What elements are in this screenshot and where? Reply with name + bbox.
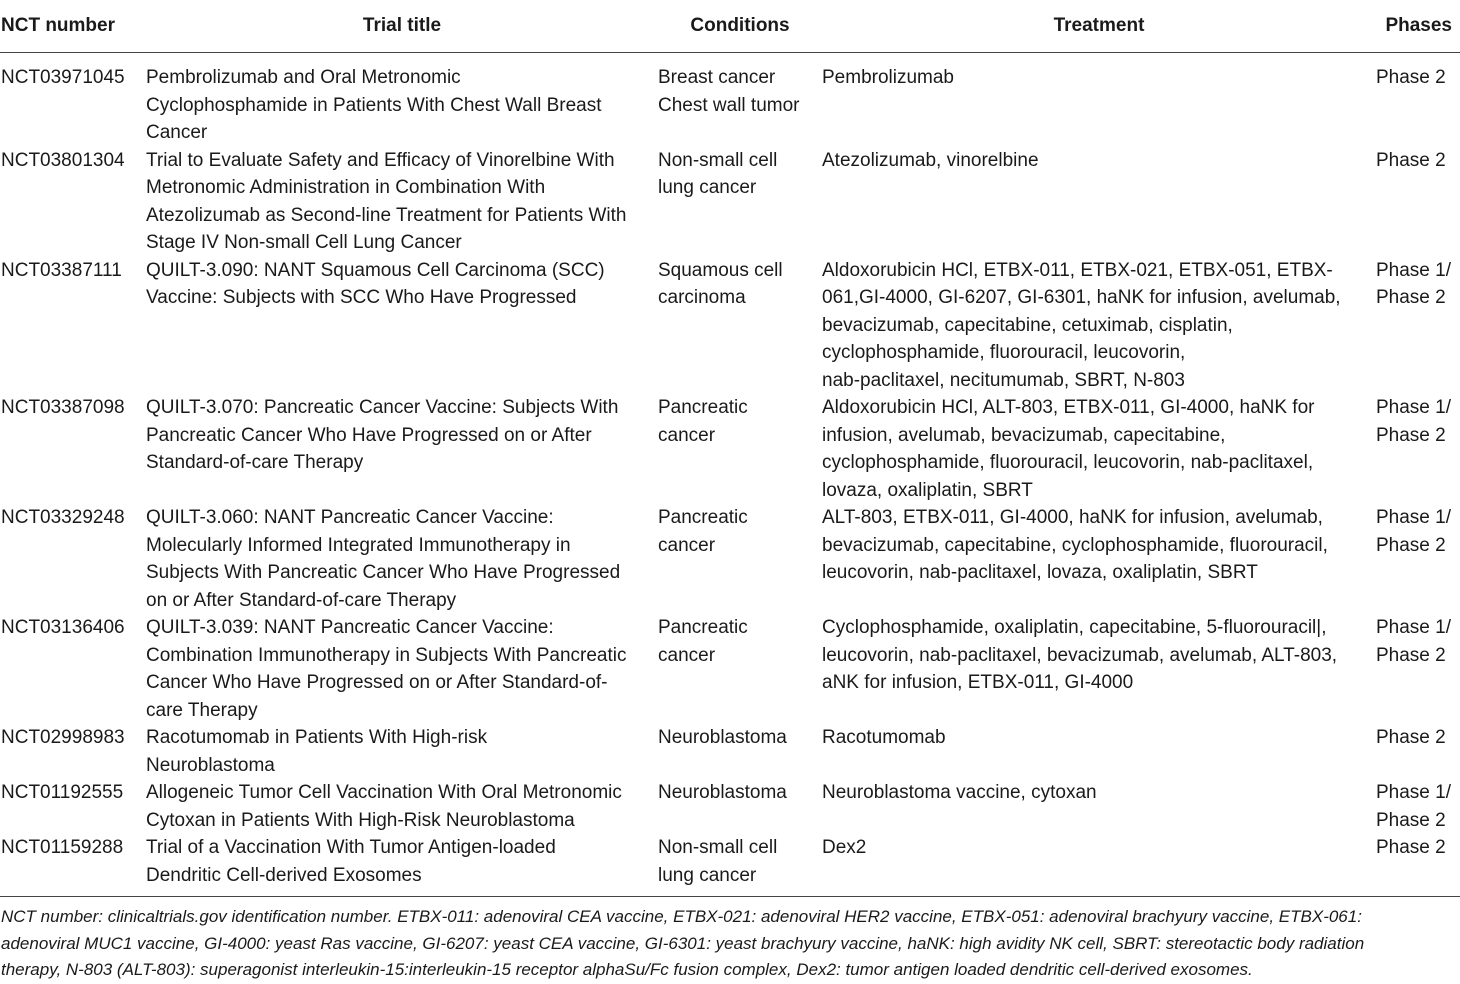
cell-treatment-line: Neuroblastoma vaccine, cytoxan [822, 782, 1097, 803]
cell-treatment-line: bevacizumab, capecitabine, cyclophosphamide, fluorouracil, [822, 534, 1328, 556]
table-row [0, 53, 1460, 147]
cell-treatment [822, 834, 1376, 901]
cell-treatment [822, 504, 1376, 614]
cell-nct-number: NCT02998983 [1, 727, 125, 748]
cell-phases-line: Phase 1/ [1376, 507, 1451, 528]
cell-treatment-line: Dex2 [822, 837, 867, 858]
cell-conditions-line: lung cancer [658, 177, 757, 198]
cell-phases [1376, 834, 1460, 901]
cell-treatment-line: Aldoxorubicin HCl, ALT-803, ETBX-011, GI-4000, haNK for [822, 397, 1315, 418]
cell-treatment-line: Racotumomab [822, 727, 946, 748]
cell-trial-title-line: Atezolizumab as Second-line Treatment for Patients With [146, 204, 627, 226]
cell-conditions-line: Breast cancer [658, 67, 776, 88]
cell-trial-title-line: on or After Standard-of-care Therapy [146, 589, 457, 611]
cell-trial-title-line: Stage IV Non-small Cell Lung Cancer [146, 232, 462, 253]
cell-trial-title [146, 504, 658, 614]
cell-trial-title [146, 257, 658, 395]
cell-phases [1376, 53, 1460, 147]
cell-conditions-line: cancer [658, 424, 716, 446]
header-phases: Phases [1376, 0, 1460, 53]
cell-trial-title-line: QUILT-3.090: NANT Squamous Cell Carcinoma (SCC) [146, 259, 605, 281]
cell-conditions-line: Pancreatic [658, 397, 748, 418]
cell-phases-line: Phase 1/ [1376, 397, 1451, 418]
cell-treatment-line: nab-paclitaxel, necitumumab, SBRT, N-803 [822, 369, 1185, 391]
header-treatment: Treatment [822, 0, 1376, 53]
cell-phases-line: Phase 2 [1376, 424, 1446, 446]
cell-conditions-line: cancer [658, 534, 716, 556]
cell-trial-title-line: Molecularly Informed Integrated Immunotherapy in [146, 534, 571, 556]
cell-nct-number: NCT01192555 [1, 782, 124, 803]
table-row [0, 504, 1460, 614]
cell-nct-number: NCT03136406 [1, 617, 125, 638]
cell-trial-title-line: Metronomic Administration in Combination With [146, 177, 546, 198]
table-row [0, 724, 1460, 779]
cell-trial-title [146, 614, 658, 724]
cell-trial-title-line: Pembrolizumab and Oral Metronomic [146, 67, 461, 88]
cell-nct-number: NCT03387098 [1, 397, 125, 418]
table-row [0, 394, 1460, 504]
table-row [0, 257, 1460, 395]
cell-conditions [658, 394, 822, 504]
cell-conditions-line: Chest wall tumor [658, 94, 800, 116]
cell-conditions [658, 504, 822, 614]
table-body [0, 53, 1460, 902]
cell-trial-title-line: Dendritic Cell-derived Exosomes [146, 864, 422, 886]
cell-treatment-line: infusion, avelumab, bevacizumab, capecitabine, [822, 424, 1226, 446]
cell-phases-line: Phase 2 [1376, 67, 1446, 88]
cell-trial-title [146, 724, 658, 779]
cell-treatment-line: leucovorin, nab-paclitaxel, bevacizumab, avelumab, ALT-803, [822, 644, 1338, 666]
cell-trial-title [146, 394, 658, 504]
table-footnote [1, 904, 1459, 984]
cell-treatment [822, 614, 1376, 724]
footnote-line: therapy, N-803 (ALT-803): superagonist interleukin-15:interleukin-15 receptor alphaSu/Fc fusion complex, Dex2: tumor antigen loaded dendritic cell-derived exosomes. [1, 960, 1253, 979]
cell-conditions [658, 834, 822, 901]
cell-phases-line: Phase 2 [1376, 727, 1446, 748]
cell-trial-title-line: Trial to Evaluate Safety and Efficacy of Vinorelbine With [146, 149, 615, 171]
cell-treatment-line: 061,GI-4000, GI-6207, GI-6301, haNK for infusion, avelumab, [822, 287, 1341, 308]
cell-conditions [658, 257, 822, 395]
cell-trial-title-line: Vaccine: Subjects with SCC Who Have Progressed [146, 287, 577, 308]
cell-trial-title-line: Combination Immunotherapy in Subjects With Pancreatic [146, 644, 627, 666]
cell-treatment-line: leucovorin, nab-paclitaxel, lovaza, oxaliplatin, SBRT [822, 562, 1258, 583]
cell-trial-title-line: QUILT-3.060: NANT Pancreatic Cancer Vaccine: [146, 507, 554, 528]
cell-phases-line: Phase 1/ [1376, 782, 1451, 803]
cell-trial-title-line: Neuroblastoma [146, 754, 275, 776]
cell-treatment [822, 147, 1376, 257]
cell-treatment-line: cyclophosphamide, fluorouracil, leucovorin, [822, 342, 1186, 363]
cell-phases-line: Phase 2 [1376, 809, 1446, 831]
cell-phases [1376, 614, 1460, 724]
cell-trial-title-line: Allogeneic Tumor Cell Vaccination With Oral Metronomic [146, 782, 622, 803]
cell-phases-line: Phase 2 [1376, 534, 1446, 556]
cell-conditions [658, 724, 822, 779]
table-row [0, 147, 1460, 257]
cell-conditions-line: carcinoma [658, 287, 746, 308]
cell-trial-title-line: Cyclophosphamide in Patients With Chest Wall Breast [146, 94, 602, 116]
cell-trial-title-line: QUILT-3.070: Pancreatic Cancer Vaccine: Subjects With [146, 397, 619, 418]
cell-trial-title [146, 53, 658, 147]
header-trial-title: Trial title [146, 0, 658, 53]
cell-phases-line: Phase 2 [1376, 644, 1446, 666]
cell-trial-title-line: Cytoxan in Patients With High-Risk Neuroblastoma [146, 809, 575, 831]
cell-treatment-line: Pembrolizumab [822, 67, 954, 88]
table-row [0, 834, 1460, 901]
cell-treatment-line: aNK for infusion, ETBX-011, GI-4000 [822, 672, 1134, 693]
cell-phases-line: Phase 1/ [1376, 259, 1451, 281]
header-row [0, 0, 1460, 53]
cell-trial-title-line: Standard-of-care Therapy [146, 452, 364, 473]
cell-conditions [658, 614, 822, 724]
cell-trial-title-line: Subjects With Pancreatic Cancer Who Have Progressed [146, 562, 621, 583]
cell-conditions-line: Non-small cell [658, 149, 778, 171]
cell-treatment-line: Cyclophosphamide, oxaliplatin, capecitabine, 5-fluorouracil|, [822, 617, 1327, 638]
footnote-line: NCT number: clinicaltrials.gov identification number. ETBX-011: adenoviral CEA vaccine, ETBX-021: adenoviral HER2 vaccine, ETBX-051: adenoviral brachyury vaccine, ETBX-061: [1, 907, 1362, 926]
cell-phases-line: Phase 1/ [1376, 617, 1451, 638]
cell-phases [1376, 257, 1460, 395]
cell-conditions-line: Neuroblastoma [658, 727, 787, 748]
table-bottom-rule [0, 896, 1460, 897]
cell-phases [1376, 779, 1460, 834]
cell-phases [1376, 504, 1460, 614]
cell-treatment-line: Atezolizumab, vinorelbine [822, 149, 1039, 171]
cell-trial-title-line: care Therapy [146, 699, 258, 721]
cell-conditions-line: Non-small cell [658, 837, 778, 858]
table-row [0, 779, 1460, 834]
cell-trial-title-line: QUILT-3.039: NANT Pancreatic Cancer Vaccine: [146, 617, 554, 638]
header-conditions: Conditions [658, 0, 822, 53]
header-nct-number: NCT number [0, 0, 146, 53]
cell-nct-number: NCT03971045 [1, 67, 125, 88]
cell-treatment-line: cyclophosphamide, fluorouracil, leucovorin, nab-paclitaxel, [822, 452, 1314, 473]
cell-phases-line: Phase 2 [1376, 149, 1446, 171]
cell-treatment-line: lovaza, oxaliplatin, SBRT [822, 479, 1033, 501]
cell-treatment-line: ALT-803, ETBX-011, GI-4000, haNK for infusion, avelumab, [822, 507, 1323, 528]
cell-conditions-line: lung cancer [658, 864, 757, 886]
cell-trial-title-line: Cancer [146, 122, 208, 143]
cell-conditions-line: Pancreatic [658, 507, 748, 528]
cell-treatment [822, 724, 1376, 779]
cell-trial-title-line: Cancer Who Have Progressed on or After Standard-of- [146, 672, 608, 693]
cell-nct-number: NCT03387111 [1, 259, 122, 281]
cell-trial-title-line: Trial of a Vaccination With Tumor Antigen-loaded [146, 837, 556, 858]
cell-conditions [658, 147, 822, 257]
cell-trial-title [146, 147, 658, 257]
footnote-line: adenoviral MUC1 vaccine, GI-4000: yeast Ras vaccine, GI-6207: yeast CEA vaccine, GI-6301: yeast brachyury vaccine, haNK: high avidity NK cell, SBRT: stereotactic body radiation [1, 933, 1365, 953]
cell-trial-title-line: Racotumomab in Patients With High-risk [146, 727, 488, 748]
cell-treatment-line: bevacizumab, capecitabine, cetuximab, cisplatin, [822, 314, 1233, 336]
table-header [0, 0, 1460, 53]
cell-conditions-line: cancer [658, 644, 716, 666]
cell-phases-line: Phase 2 [1376, 287, 1446, 308]
table-row [0, 614, 1460, 724]
cell-treatment [822, 257, 1376, 395]
cell-conditions-line: Neuroblastoma [658, 782, 787, 803]
cell-treatment [822, 394, 1376, 504]
cell-trial-title-line: Pancreatic Cancer Who Have Progressed on or After [146, 424, 592, 446]
cell-conditions [658, 53, 822, 147]
cell-trial-title [146, 834, 658, 901]
cell-treatment [822, 779, 1376, 834]
cell-conditions [658, 779, 822, 834]
cell-phases [1376, 724, 1460, 779]
cell-nct-number: NCT03329248 [1, 507, 125, 528]
cell-phases [1376, 147, 1460, 257]
cell-nct-number: NCT03801304 [1, 149, 125, 171]
cell-treatment-line: Aldoxorubicin HCl, ETBX-011, ETBX-021, ETBX-051, ETBX- [822, 259, 1333, 281]
cell-conditions-line: Pancreatic [658, 617, 748, 638]
cell-conditions-line: Squamous cell [658, 259, 783, 281]
cell-treatment [822, 53, 1376, 147]
cell-nct-number: NCT01159288 [1, 837, 124, 858]
cell-phases [1376, 394, 1460, 504]
cell-trial-title [146, 779, 658, 834]
cell-phases-line: Phase 2 [1376, 837, 1446, 858]
